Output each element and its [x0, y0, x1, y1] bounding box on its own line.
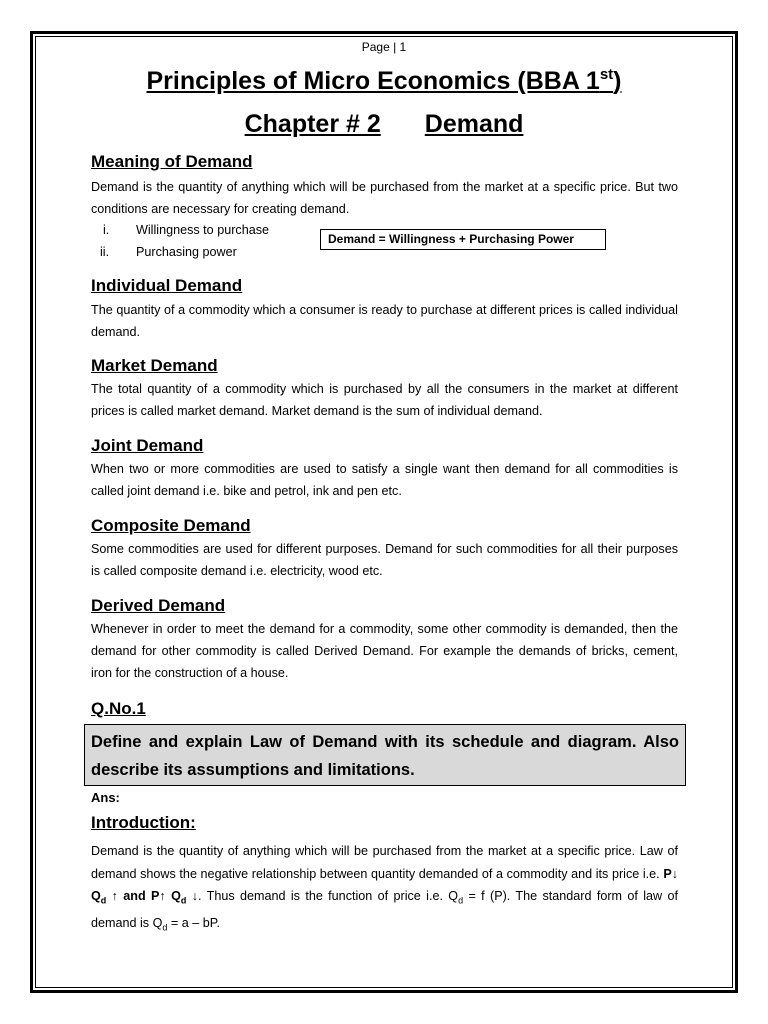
section-text-composite: Some commodities are used for different purposes. Demand for such commodities for all their purposes is called composite demand i.e. electricity, wood etc.	[91, 542, 678, 578]
introduction-heading: Introduction:	[91, 813, 196, 832]
intro-sentence-2: Law of demand shows the negative relationship between quantity demanded of a commodity and its price i.e.	[91, 844, 678, 881]
section-heading-market: Market Demand	[91, 356, 218, 375]
section-heading-composite: Composite Demand	[91, 516, 251, 535]
section-text-meaning: Demand is the quantity of anything which will be purchased from the market at a specific price. But two conditions are necessary for creating demand.	[91, 180, 678, 216]
chapter-name: Demand	[424, 110, 524, 138]
expr-part: ↓	[186, 889, 199, 903]
expr-sub: d	[180, 895, 187, 906]
page-number: Page | 1	[361, 40, 407, 54]
title-superscript: st	[599, 66, 614, 83]
question-label: Q.No.1	[91, 699, 146, 718]
intro-sentence-5: = a – bP.	[167, 916, 221, 931]
section-text-market: The total quantity of a commodity which is purchased by all the consumers in the market at different prices is called market demand. Market demand is the sum of individual demand.	[91, 382, 678, 418]
section-heading-derived: Derived Demand	[91, 596, 226, 615]
list-marker: ii.	[100, 245, 110, 259]
list-item-purchasing-power: Purchasing power	[136, 245, 237, 259]
expr-sub: d	[162, 922, 168, 933]
chapter-heading	[0, 110, 768, 139]
answer-label: Ans:	[91, 790, 120, 805]
section-text-joint: When two or more commodities are used to satisfy a single want then demand for all commodities is called joint demand i.e. bike and petrol, ink and pen etc.	[91, 462, 678, 498]
demand-formula-box: Demand = Willingness + Purchasing Power	[320, 229, 606, 250]
section-heading-joint: Joint Demand	[91, 436, 204, 455]
chapter-number: Chapter # 2	[244, 110, 381, 138]
title-main: Principles of Micro Economics (BBA 1	[146, 67, 600, 95]
introduction-text	[91, 840, 678, 939]
title-close: )	[613, 67, 622, 95]
list-item-willingness: Willingness to purchase	[136, 223, 269, 237]
list-marker: i.	[103, 223, 110, 237]
document-title	[0, 66, 768, 96]
expr-part: P↓ Q	[91, 866, 679, 903]
intro-sentence-1: Demand is the quantity of anything which will be purchased from the market at a specific price.	[91, 844, 636, 858]
section-heading-individual: Individual Demand	[91, 276, 243, 295]
expr-part: ↑ and P↑ Q	[106, 889, 181, 903]
section-heading-meaning: Meaning of Demand	[91, 152, 253, 171]
section-text-derived: Whenever in order to meet the demand for a commodity, some other commodity is demanded, then the demand for other commodity is called Derived Demand. For example the demands of bricks, cement, iron for the construction of a house.	[91, 622, 678, 680]
intro-sentence-4: = f (P). The standard form of law of demand is Q	[91, 889, 678, 931]
question-box: Define and explain Law of Demand with its schedule and diagram. Also describe its assumptions and limitations.	[84, 724, 686, 786]
intro-sentence-3: . Thus demand is the function of price i.e. Q	[198, 889, 459, 903]
section-text-individual: The quantity of a commodity which a consumer is ready to purchase at different prices is called individual demand.	[91, 303, 678, 339]
expr-sub: d	[100, 895, 107, 906]
expr-sub: d	[458, 895, 464, 906]
